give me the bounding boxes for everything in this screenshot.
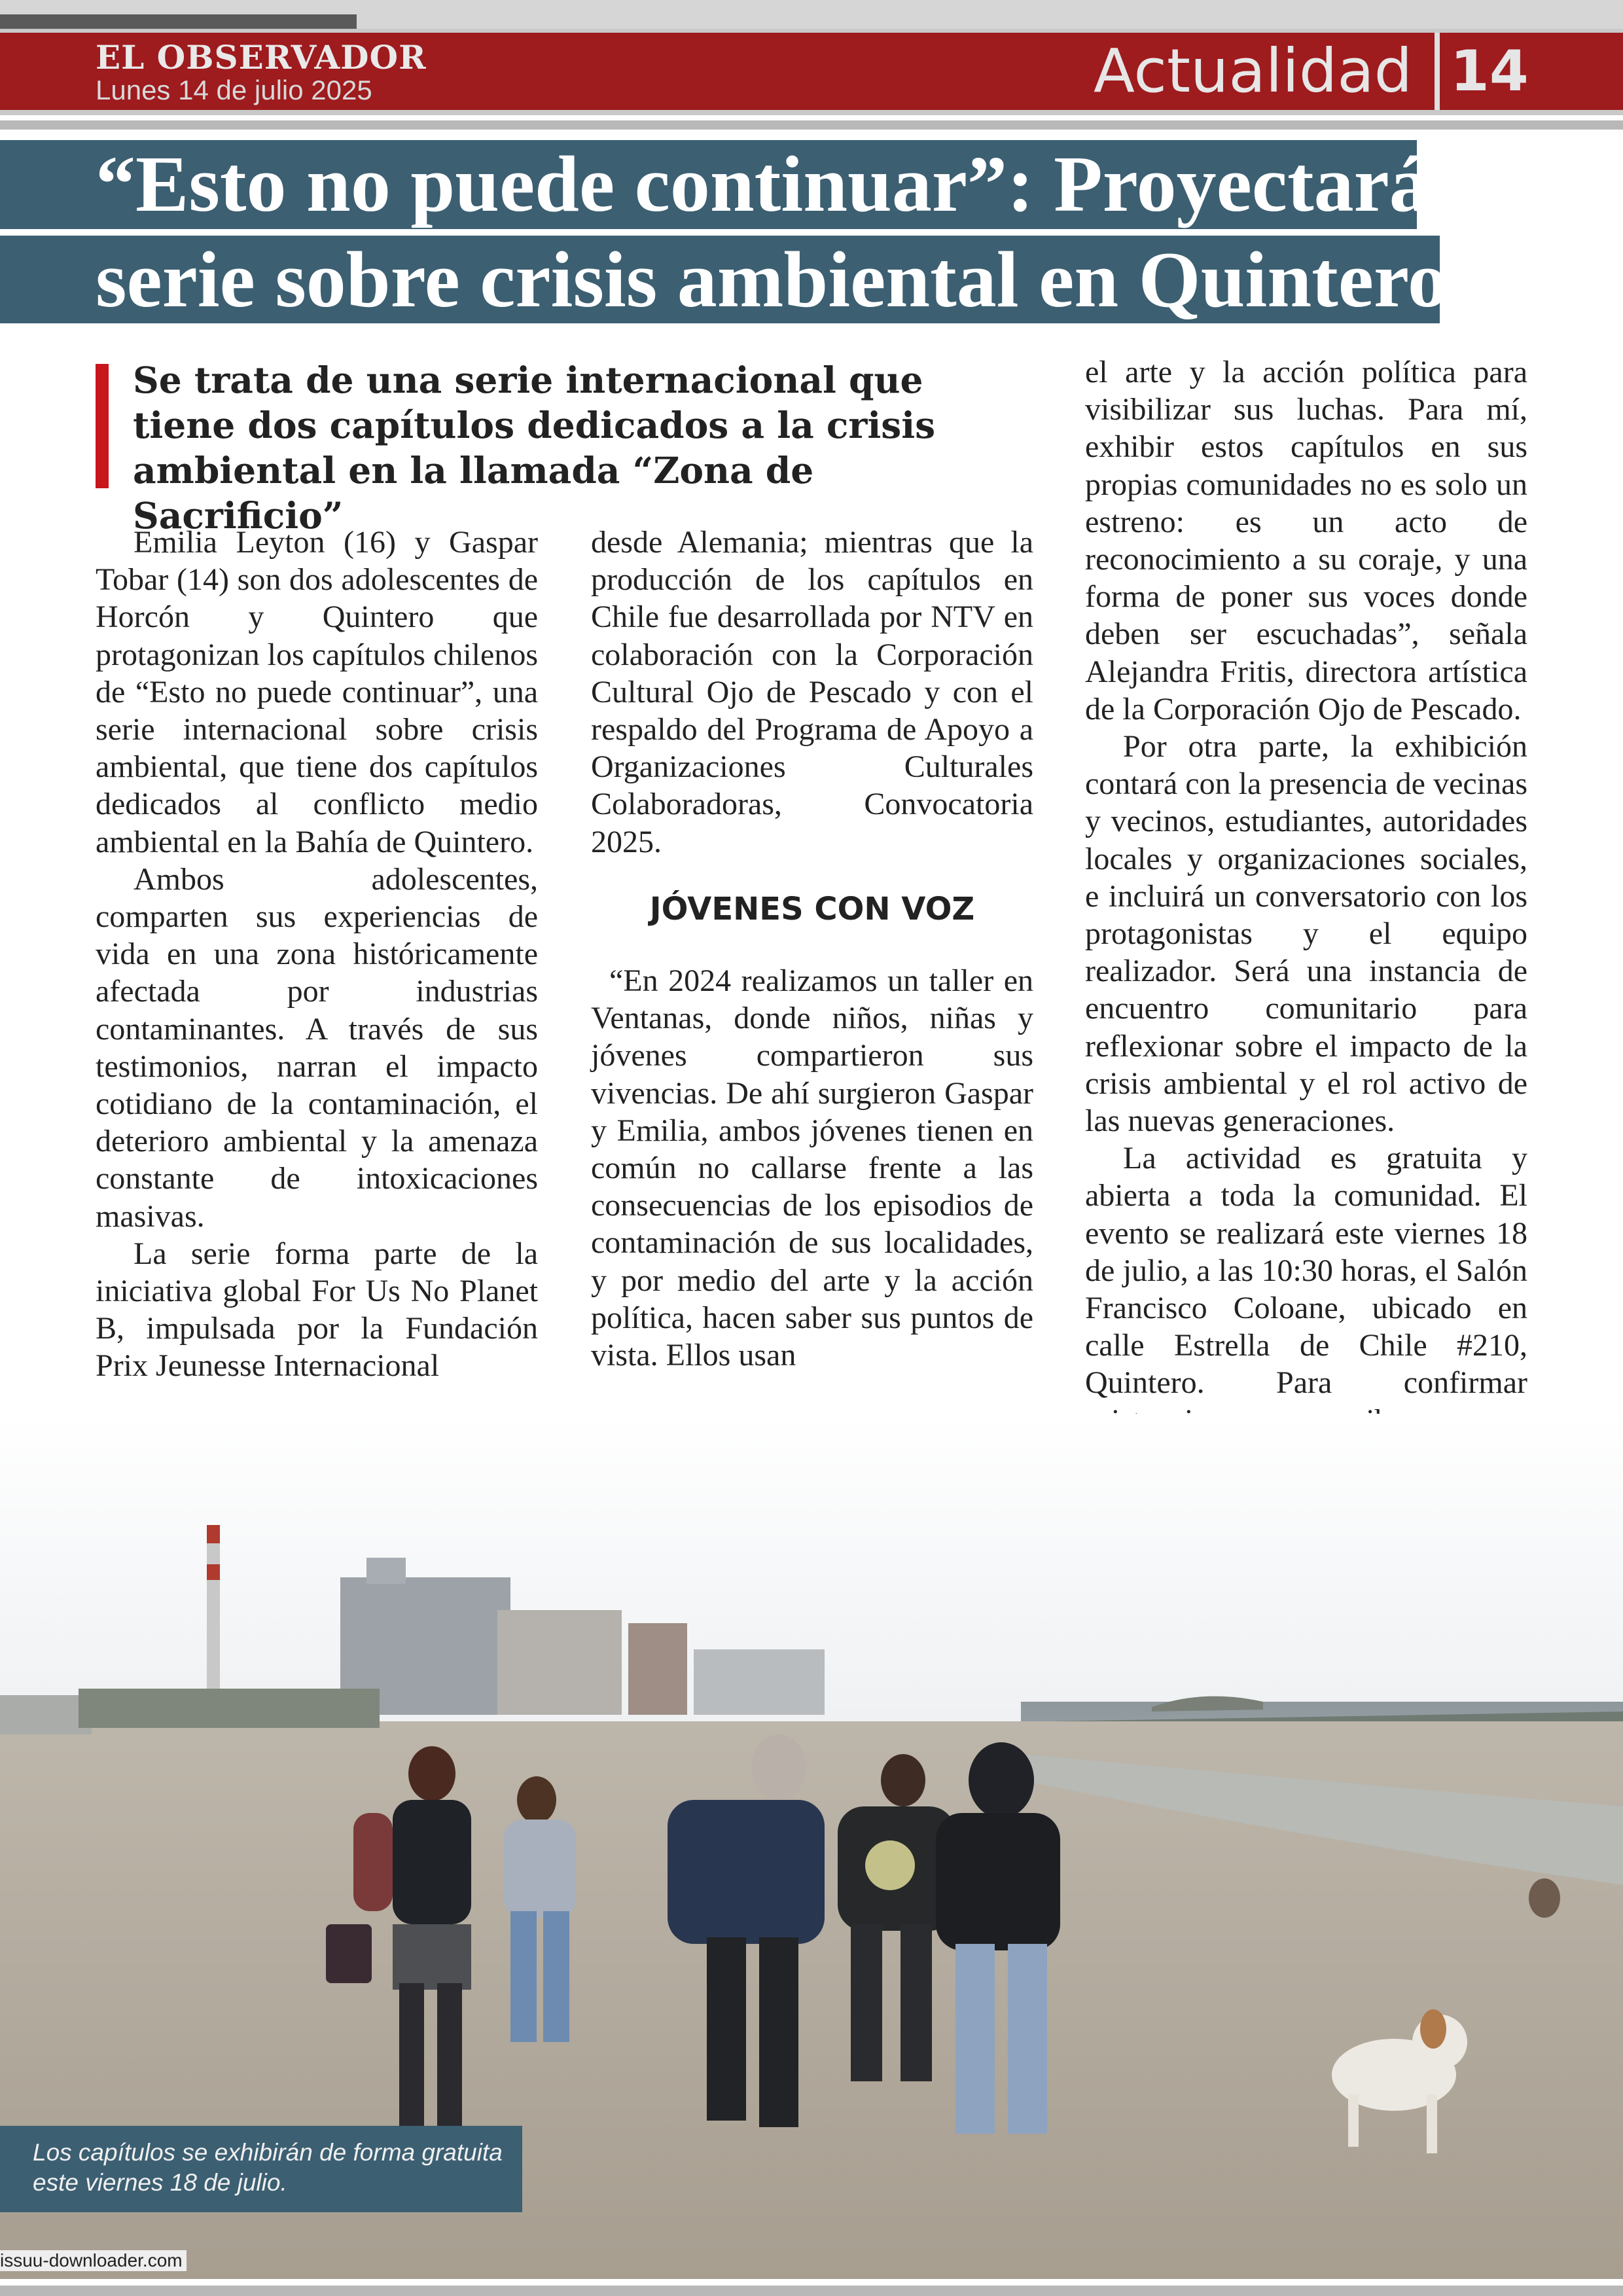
paragraph: La actividad es gratuita y abierta a toda la comunidad. El evento se realizará este viernes 18 de julio, a las 10:30 horas, el Salón Francisco Coloane, ubicado en calle Estrella de Chile #210, Quintero. Para confirmar xyxy=(1085,1141,1527,1401)
bottom-rule xyxy=(0,2286,1623,2296)
section-title: Actualidad xyxy=(1094,36,1412,106)
watermark-text: issuu-downloader.com xyxy=(0,2250,187,2271)
paragraph: Emilia Leyton (16) y Gaspar Tobar (14) son dos adolescentes de Horcón y Quintero que protagonizan los capítulos chilenos de “Esto no puede continuar”, una serie internacional sobre crisis ambiental, que tiene dos capítulos dedicados al conflicto medio ambiental en la Bahía de Quintero. xyxy=(96,525,538,859)
photo-caption: Los capítulos se exhibirán de forma gratuita este viernes 18 de julio. xyxy=(33,2139,503,2196)
header-rule xyxy=(0,120,1623,130)
headline-line-2: serie sobre crisis ambiental en Quintero xyxy=(96,236,1448,324)
article-lead: Se trata de una serie internacional que tiene dos capítulos dedicados a la crisis ambiental en la llamada “Zona de Sacrificio” xyxy=(133,359,936,537)
paragraph: Por otra parte, la exhibición contará con la presencia de vecinas y vecinos, estudiantes, autoridades locales y organizaciones sociales, e incluirá un conversatorio con los protagonistas y el equipo realizador. Será una instancia de encuentro comunitario para reflexionar sobre el impacto de la crisis ambiental y el rol activo de las nuevas generaciones. xyxy=(1085,729,1527,1139)
article-column-2 xyxy=(591,524,1033,1374)
section-subhead: JÓVENES CON VOZ xyxy=(649,890,975,927)
paragraph: La serie forma parte de la iniciativa global For Us No Planet B, impulsada por la Fundación Prix Jeunesse Internacional xyxy=(96,1236,538,1384)
header-divider xyxy=(1435,33,1440,110)
article-column-1 xyxy=(96,524,538,1385)
paragraph: el arte y la acción política para visibilizar sus luchas. Para mí, exhibir estos capítulos en sus propias comunidades no es solo un estreno: es un acto de reconocimiento a su coraje, y una forma de poner sus voces donde deben ser escuchadas”, señala Alejandra Fritis, directora artística de la Corporación Ojo de Pescado. xyxy=(1085,355,1527,726)
paragraph: “En 2024 realizamos un taller en Ventanas, donde niños, niñas y jóvenes compartieron sus vivencias. De ahí surgieron Gaspar y Emilia, ambos jóvenes tienen en común no callarse frente a las consecuencias de los episodios de contaminación de sus localidades, y por medio del arte y la acción política, hacen saber sus puntos de vista. Ellos usan xyxy=(591,963,1033,1373)
issue-date: Lunes 14 de julio 2025 xyxy=(96,75,372,105)
newspaper-name: EL OBSERVADOR xyxy=(96,38,427,77)
top-strip-accent xyxy=(0,14,357,29)
paragraph: desde Alemania; mientras que la producción de los capítulos en Chile fue desarrollada por NTV en colaboración con la Corporación Cultural Ojo de Pescado y con el respaldo del Programa de Apoyo a Organizaciones Culturales Colaboradoras, Convocatoria 2025. xyxy=(591,525,1033,859)
headline-line-1: “Esto no puede continuar”: Proyectarán xyxy=(96,140,1474,228)
paragraph: Ambos adolescentes, comparten sus experiencias de vida en una zona históricamente afectada por industrias contaminantes. A través de sus testimonios, narran el impacto cotidiano de la contaminación, el deterioro ambiental y la amenaza constante de intoxicaciones masivas. xyxy=(96,861,538,1234)
article-column-3 xyxy=(1085,353,1527,1477)
page-number: 14 xyxy=(1450,39,1529,104)
lead-accent-bar xyxy=(96,364,109,488)
